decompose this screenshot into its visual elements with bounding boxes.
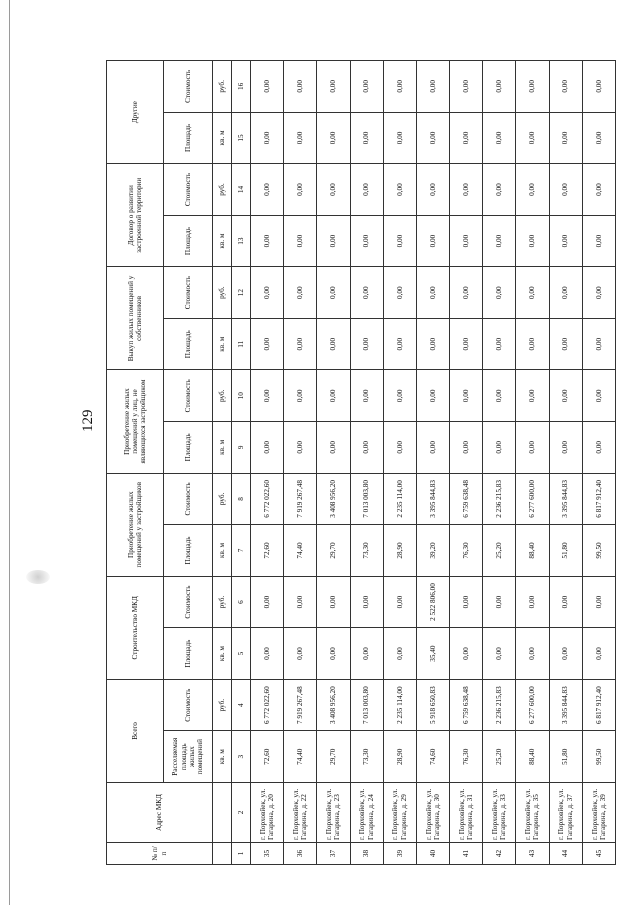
row-address: г. Порховйек, ул. Гагарина, д. 37 (549, 783, 582, 843)
territory-cost: 0,00 (317, 164, 350, 216)
header-group-buyout: Выкуп жилых помещений у собственников (107, 267, 164, 370)
buyout-area: 0,00 (350, 318, 383, 370)
other-cost: 0,00 (549, 61, 582, 113)
row-number: 43 (516, 843, 549, 865)
unit-cost: руб. (213, 267, 232, 319)
unit-area: кв. м (213, 215, 232, 267)
total-cost: 7 013 003,80 (350, 679, 383, 731)
row-number: 40 (416, 843, 449, 865)
column-number: 9 (232, 422, 251, 474)
unit-cell (213, 843, 232, 865)
other-area: 0,00 (483, 112, 516, 164)
subheader-area: Площадь (164, 318, 213, 370)
construction-area: 35,40 (416, 628, 449, 680)
subheader-area: Площадь (164, 112, 213, 164)
row-number: 44 (549, 843, 582, 865)
unit-area: кв. м (213, 422, 232, 474)
construction-cost: 0,00 (383, 576, 416, 628)
purchase-dev-area: 99,50 (582, 525, 615, 577)
column-number: 6 (232, 576, 251, 628)
table-row (284, 61, 317, 865)
column-number: 11 (232, 318, 251, 370)
table-row (317, 61, 350, 865)
other-cost: 0,00 (317, 61, 350, 113)
total-cost: 7 919 267,48 (284, 679, 317, 731)
row-address: г. Порховйек, ул. Гагарина, д. 24 (350, 783, 383, 843)
purchase-nondev-cost: 0,00 (450, 370, 483, 422)
buyout-area: 0,00 (516, 318, 549, 370)
purchase-nondev-cost: 0,00 (549, 370, 582, 422)
subheader-cost: Стоимость (164, 679, 213, 731)
territory-cost: 0,00 (416, 164, 449, 216)
purchase-nondev-area: 0,00 (383, 422, 416, 474)
purchase-nondev-cost: 0,00 (582, 370, 615, 422)
total-area: 99,50 (582, 731, 615, 783)
construction-cost: 0,00 (284, 576, 317, 628)
territory-cost: 0,00 (350, 164, 383, 216)
row-number: 45 (582, 843, 615, 865)
column-number: 12 (232, 267, 251, 319)
table-row (582, 61, 615, 865)
column-number: 15 (232, 112, 251, 164)
table-row (383, 61, 416, 865)
territory-area: 0,00 (284, 215, 317, 267)
other-area: 0,00 (549, 112, 582, 164)
unit-area: кв. м (213, 318, 232, 370)
construction-cost: 0,00 (483, 576, 516, 628)
construction-area: 0,00 (483, 628, 516, 680)
territory-cost: 0,00 (383, 164, 416, 216)
total-area: 29,70 (317, 731, 350, 783)
total-cost: 6 759 638,48 (450, 679, 483, 731)
subheader-cost: Стоимость (164, 164, 213, 216)
column-number: 16 (232, 61, 251, 113)
construction-cost: 0,00 (317, 576, 350, 628)
other-cost: 0,00 (284, 61, 317, 113)
territory-cost: 0,00 (483, 164, 516, 216)
territory-area: 0,00 (450, 215, 483, 267)
buyout-area: 0,00 (383, 318, 416, 370)
construction-cost: 0,00 (582, 576, 615, 628)
purchase-dev-area: 28,90 (383, 525, 416, 577)
subheader-area-total: Расселяемая площадь жилых помещений (164, 731, 213, 783)
header-group-purchase-non-developers: Приобретение жилых помещений у лиц, не являющихся застройщиком (107, 370, 164, 473)
buyout-area: 0,00 (416, 318, 449, 370)
construction-cost: 0,00 (450, 576, 483, 628)
territory-cost: 0,00 (284, 164, 317, 216)
subheader-area: Площадь (164, 628, 213, 680)
purchase-dev-area: 51,80 (549, 525, 582, 577)
unit-area: кв. м (213, 628, 232, 680)
table-row (450, 61, 483, 865)
column-number: 5 (232, 628, 251, 680)
other-area: 0,00 (450, 112, 483, 164)
buyout-cost: 0,00 (582, 267, 615, 319)
column-number: 10 (232, 370, 251, 422)
unit-cost: руб. (213, 473, 232, 525)
territory-area: 0,00 (317, 215, 350, 267)
purchase-dev-cost: 7 013 003,80 (350, 473, 383, 525)
construction-cost: 0,00 (549, 576, 582, 628)
territory-area: 0,00 (516, 215, 549, 267)
purchase-dev-cost: 6 817 912,40 (582, 473, 615, 525)
construction-cost: 0,00 (516, 576, 549, 628)
construction-area: 0,00 (383, 628, 416, 680)
buyout-area: 0,00 (582, 318, 615, 370)
other-area: 0,00 (251, 112, 284, 164)
row-address: г. Порховйек, ул. Гагарина, д. 31 (450, 783, 483, 843)
unit-area: кв. м (213, 525, 232, 577)
purchase-nondev-cost: 0,00 (284, 370, 317, 422)
buyout-cost: 0,00 (450, 267, 483, 319)
total-area: 74,40 (284, 731, 317, 783)
buyout-cost: 0,00 (549, 267, 582, 319)
total-cost: 6 772 022,60 (251, 679, 284, 731)
column-number: 7 (232, 525, 251, 577)
row-address: г. Порховйек, ул. Гагарина, д. 30 (416, 783, 449, 843)
table-row (549, 61, 582, 865)
purchase-dev-area: 72,60 (251, 525, 284, 577)
construction-area: 0,00 (284, 628, 317, 680)
header-group-territory-development: Договор о развитии застроенной территории (107, 164, 164, 267)
row-number: 36 (284, 843, 317, 865)
purchase-nondev-area: 0,00 (516, 422, 549, 474)
other-cost: 0,00 (582, 61, 615, 113)
subheader-area: Площадь (164, 215, 213, 267)
territory-area: 0,00 (483, 215, 516, 267)
buyout-cost: 0,00 (317, 267, 350, 319)
purchase-nondev-cost: 0,00 (383, 370, 416, 422)
subheader-cost: Стоимость (164, 61, 213, 113)
total-cost: 6 817 912,40 (582, 679, 615, 731)
purchase-nondev-cost: 0,00 (350, 370, 383, 422)
other-cost: 0,00 (483, 61, 516, 113)
unit-cost: руб. (213, 679, 232, 731)
purchase-dev-area: 74,40 (284, 525, 317, 577)
subheader-cost: Стоимость (164, 267, 213, 319)
unit-area: кв. м (213, 731, 232, 783)
territory-cost: 0,00 (251, 164, 284, 216)
total-cost: 3 408 956,20 (317, 679, 350, 731)
column-number: 8 (232, 473, 251, 525)
purchase-nondev-area: 0,00 (483, 422, 516, 474)
buyout-cost: 0,00 (383, 267, 416, 319)
row-address: г. Порховйек, ул. Гагарина, д. 23 (317, 783, 350, 843)
purchase-nondev-area: 0,00 (416, 422, 449, 474)
purchase-nondev-cost: 0,00 (251, 370, 284, 422)
purchase-dev-cost: 7 919 267,48 (284, 473, 317, 525)
subheader-cost: Стоимость (164, 576, 213, 628)
construction-cost: 0,00 (251, 576, 284, 628)
construction-area: 0,00 (516, 628, 549, 680)
total-area: 25,20 (483, 731, 516, 783)
unit-cost: руб. (213, 370, 232, 422)
subheader-cost: Стоимость (164, 473, 213, 525)
buyout-cost: 0,00 (251, 267, 284, 319)
total-cost: 2 236 215,83 (483, 679, 516, 731)
purchase-dev-area: 88,40 (516, 525, 549, 577)
purchase-dev-cost: 6 277 600,00 (516, 473, 549, 525)
header-group-other: Другие (107, 61, 164, 164)
subheader-area: Площадь (164, 525, 213, 577)
other-area: 0,00 (350, 112, 383, 164)
purchase-nondev-area: 0,00 (450, 422, 483, 474)
territory-cost: 0,00 (450, 164, 483, 216)
territory-cost: 0,00 (549, 164, 582, 216)
table-body (251, 61, 616, 865)
row-number: 41 (450, 843, 483, 865)
construction-cost: 2 522 806,00 (416, 576, 449, 628)
construction-area: 0,00 (350, 628, 383, 680)
purchase-nondev-area: 0,00 (251, 422, 284, 474)
header-group-total: Всего (107, 679, 164, 782)
unit-cost: руб. (213, 576, 232, 628)
column-number: 14 (232, 164, 251, 216)
buyout-area: 0,00 (251, 318, 284, 370)
buyout-area: 0,00 (450, 318, 483, 370)
buyout-area: 0,00 (284, 318, 317, 370)
purchase-nondev-area: 0,00 (284, 422, 317, 474)
subheader-area: Площадь (164, 422, 213, 474)
total-area: 76,30 (450, 731, 483, 783)
purchase-nondev-area: 0,00 (549, 422, 582, 474)
purchase-nondev-area: 0,00 (317, 422, 350, 474)
other-area: 0,00 (317, 112, 350, 164)
construction-area: 0,00 (582, 628, 615, 680)
scan-smudge (26, 570, 50, 584)
total-area: 72,60 (251, 731, 284, 783)
purchase-nondev-cost: 0,00 (516, 370, 549, 422)
purchase-dev-cost: 6 759 638,48 (450, 473, 483, 525)
resettlement-table (106, 60, 616, 865)
total-cost: 5 918 650,83 (416, 679, 449, 731)
header-group-construction: Строительство МКД (107, 576, 164, 679)
territory-area: 0,00 (549, 215, 582, 267)
unit-area: кв. м (213, 112, 232, 164)
purchase-dev-cost: 2 236 215,83 (483, 473, 516, 525)
row-address: г. Порховйек, ул. Гагарина, д. 22 (284, 783, 317, 843)
binding-margin-line (9, 0, 10, 905)
other-area: 0,00 (416, 112, 449, 164)
row-address: г. Порховйек, ул. Гагарина, д. 20 (251, 783, 284, 843)
purchase-dev-area: 73,30 (350, 525, 383, 577)
other-cost: 0,00 (450, 61, 483, 113)
territory-cost: 0,00 (582, 164, 615, 216)
unit-cost: руб. (213, 164, 232, 216)
column-number: 4 (232, 679, 251, 731)
purchase-dev-area: 29,70 (317, 525, 350, 577)
purchase-dev-cost: 3 408 956,20 (317, 473, 350, 525)
construction-area: 0,00 (450, 628, 483, 680)
purchase-nondev-area: 0,00 (350, 422, 383, 474)
buyout-cost: 0,00 (350, 267, 383, 319)
other-area: 0,00 (383, 112, 416, 164)
buyout-area: 0,00 (483, 318, 516, 370)
territory-area: 0,00 (251, 215, 284, 267)
column-number: 3 (232, 731, 251, 783)
page-number: 129 (80, 409, 96, 432)
row-number: 42 (483, 843, 516, 865)
other-area: 0,00 (284, 112, 317, 164)
other-cost: 0,00 (416, 61, 449, 113)
purchase-dev-area: 76,30 (450, 525, 483, 577)
row-address: г. Порховйек, ул. Гагарина, д. 39 (582, 783, 615, 843)
unit-cost: руб. (213, 61, 232, 113)
purchase-nondev-cost: 0,00 (416, 370, 449, 422)
table-row (350, 61, 383, 865)
column-number: 13 (232, 215, 251, 267)
row-address: г. Порховйек, ул. Гагарина, д. 35 (516, 783, 549, 843)
total-area: 88,40 (516, 731, 549, 783)
purchase-dev-cost: 6 772 022,60 (251, 473, 284, 525)
subheader-cost: Стоимость (164, 370, 213, 422)
table-row (483, 61, 516, 865)
other-cost: 0,00 (516, 61, 549, 113)
other-area: 0,00 (582, 112, 615, 164)
total-cost: 3 395 844,83 (549, 679, 582, 731)
row-address: г. Порховйек, ул. Гагарина, д. 29 (383, 783, 416, 843)
total-area: 73,30 (350, 731, 383, 783)
purchase-dev-cost: 2 235 114,00 (383, 473, 416, 525)
buyout-cost: 0,00 (516, 267, 549, 319)
header-address: Адрес МКД (107, 783, 213, 843)
purchase-dev-area: 25,20 (483, 525, 516, 577)
purchase-dev-cost: 3 395 844,83 (416, 473, 449, 525)
total-cost: 2 235 114,00 (383, 679, 416, 731)
buyout-cost: 0,00 (483, 267, 516, 319)
other-cost: 0,00 (383, 61, 416, 113)
row-number: 35 (251, 843, 284, 865)
territory-area: 0,00 (582, 215, 615, 267)
header-col-no: № п/п (107, 843, 213, 865)
purchase-nondev-cost: 0,00 (317, 370, 350, 422)
territory-area: 0,00 (416, 215, 449, 267)
other-cost: 0,00 (251, 61, 284, 113)
purchase-dev-area: 39,20 (416, 525, 449, 577)
column-number: 2 (232, 783, 251, 843)
territory-area: 0,00 (383, 215, 416, 267)
column-number: 1 (232, 843, 251, 865)
construction-area: 0,00 (549, 628, 582, 680)
construction-cost: 0,00 (350, 576, 383, 628)
row-number: 38 (350, 843, 383, 865)
total-area: 28,90 (383, 731, 416, 783)
buyout-cost: 0,00 (284, 267, 317, 319)
construction-area: 0,00 (317, 628, 350, 680)
header-group-purchase-developers: Приобретение жилых помещений у застройщиков (107, 473, 164, 576)
unit-cell (213, 783, 232, 843)
row-number: 39 (383, 843, 416, 865)
total-cost: 6 277 600,00 (516, 679, 549, 731)
buyout-area: 0,00 (549, 318, 582, 370)
table-row (251, 61, 284, 865)
total-area: 74,60 (416, 731, 449, 783)
row-address: г. Порховйек, ул. Гагарина, д. 33 (483, 783, 516, 843)
purchase-dev-cost: 3 395 844,83 (549, 473, 582, 525)
row-number: 37 (317, 843, 350, 865)
other-cost: 0,00 (350, 61, 383, 113)
total-area: 51,80 (549, 731, 582, 783)
table-row (516, 61, 549, 865)
table-row (416, 61, 449, 865)
buyout-area: 0,00 (317, 318, 350, 370)
buyout-cost: 0,00 (416, 267, 449, 319)
purchase-nondev-area: 0,00 (582, 422, 615, 474)
other-area: 0,00 (516, 112, 549, 164)
territory-area: 0,00 (350, 215, 383, 267)
rotated-table-wrapper (106, 60, 616, 865)
territory-cost: 0,00 (516, 164, 549, 216)
construction-area: 0,00 (251, 628, 284, 680)
purchase-nondev-cost: 0,00 (483, 370, 516, 422)
